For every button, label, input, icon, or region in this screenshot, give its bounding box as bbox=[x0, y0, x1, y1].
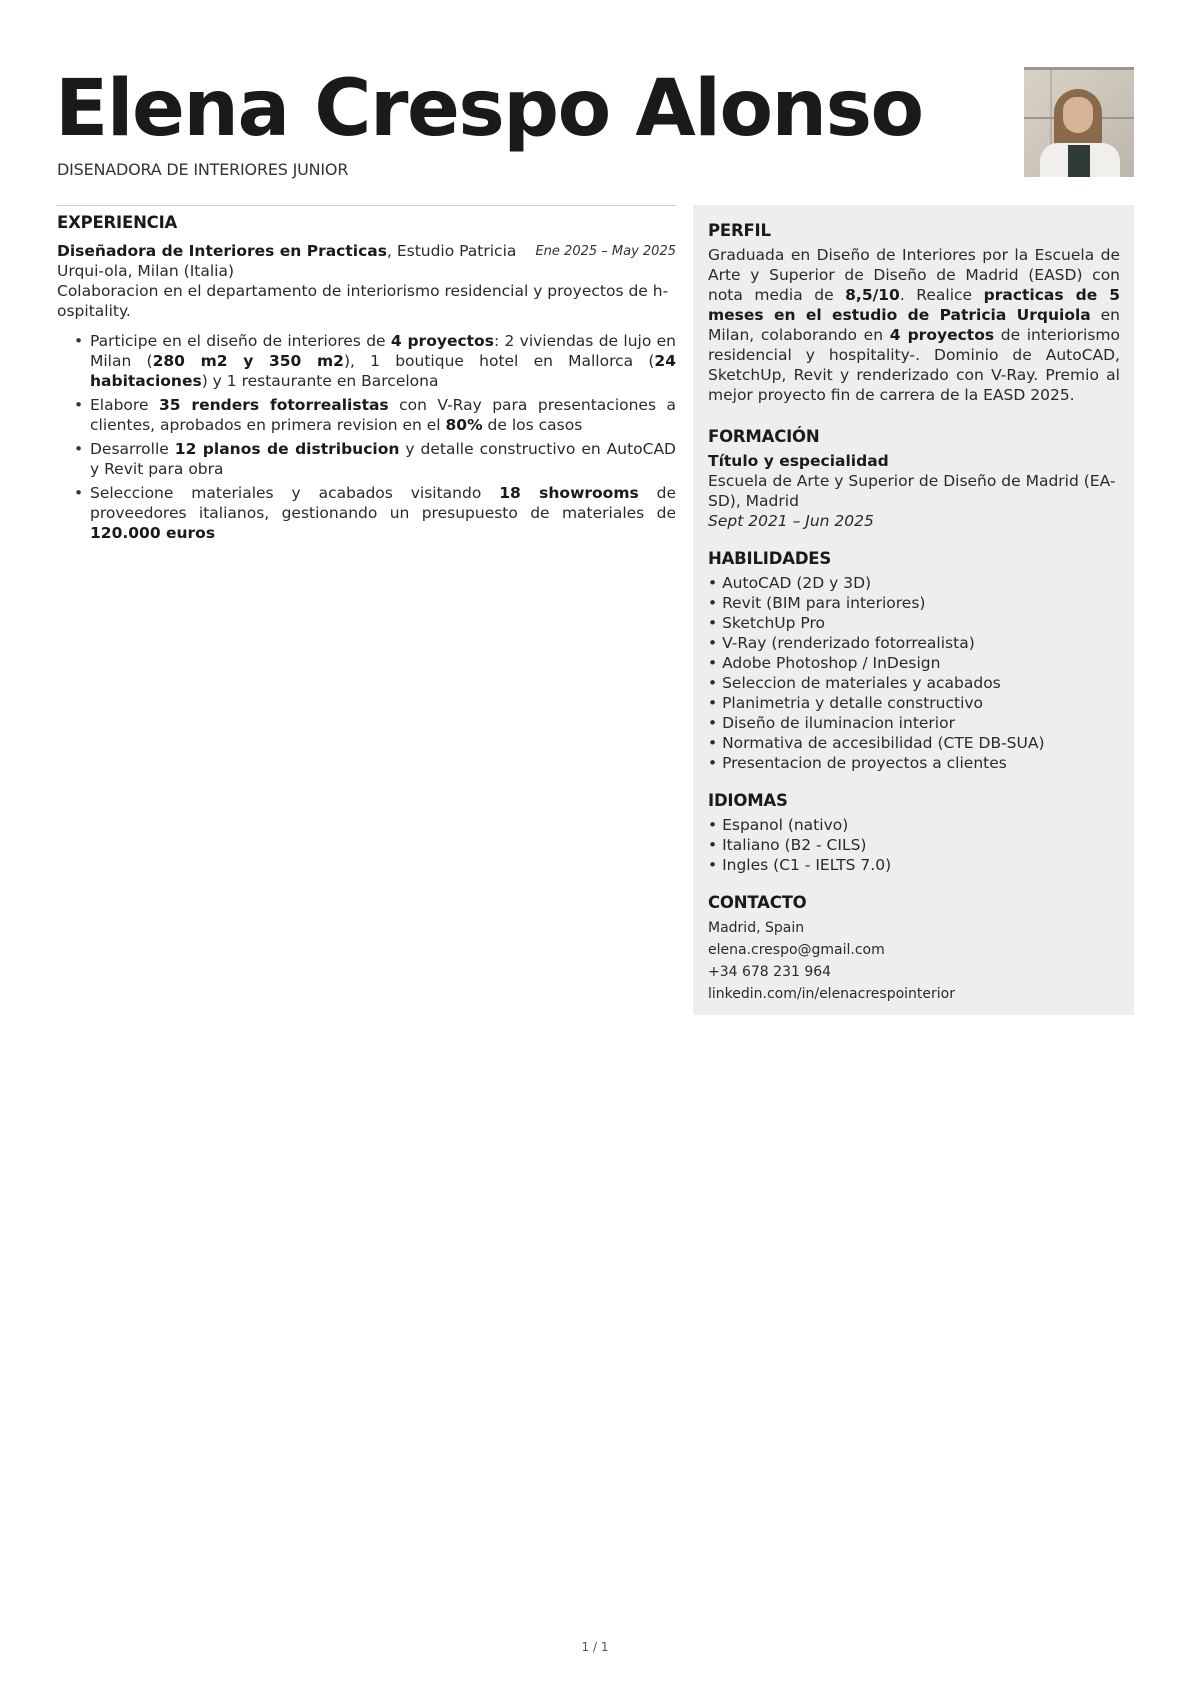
body-text: Seleccione materiales y acabados visitando bbox=[90, 484, 500, 502]
contact-heading: CONTACTO bbox=[708, 893, 807, 912]
emphasis-text: 120.000 euros bbox=[90, 524, 216, 542]
education-degree: Título y especialidad bbox=[708, 452, 889, 470]
profile-section bbox=[708, 221, 1120, 405]
emphasis-text: 80% bbox=[445, 416, 483, 434]
photo-shirt bbox=[1068, 145, 1090, 177]
job-bullet bbox=[90, 331, 676, 391]
body-text: Desarrolle bbox=[90, 440, 175, 458]
emphasis-text: 35 renders fotorrealistas bbox=[158, 396, 389, 414]
education-dates: Sept 2021 – Jun 2025 bbox=[708, 512, 874, 530]
profile-heading: PERFIL bbox=[708, 221, 771, 240]
education-heading: FORMACIÓN bbox=[708, 427, 820, 446]
body-text: de los casos bbox=[482, 416, 583, 434]
language-item: • Espanol (nativo) bbox=[708, 816, 849, 834]
header-divider bbox=[57, 205, 676, 206]
language-item: • Ingles (C1 - IELTS 7.0) bbox=[708, 856, 892, 874]
contact-linkedin[interactable]: linkedin.com/in/elenacrespointerior bbox=[708, 986, 955, 1002]
body-text: de interiorismo residencial y hospitality-. Dominio de AutoCAD, SketchUp, Revit y renderizado con V-Ray. Premio al mejor proyecto fin de carrera de la EASD 2025. bbox=[708, 326, 1120, 404]
contact-email[interactable]: elena.crespo@gmail.com bbox=[708, 942, 885, 958]
body-text: Participe en el diseño de interiores de bbox=[90, 332, 391, 350]
skill-item: • V-Ray (renderizado fotorrealista) bbox=[708, 634, 975, 652]
body-text: en Milan, colaborando en bbox=[708, 306, 1120, 344]
emphasis-text: practicas de 5 meses en el estudio de Patricia Urquiola bbox=[708, 286, 1121, 324]
language-item: • Italiano (B2 - CILS) bbox=[708, 836, 867, 854]
education-school: Escuela de Arte y Superior de Diseño de Madrid (EA-SD), Madrid bbox=[708, 472, 1116, 510]
emphasis-text: 4 proyectos bbox=[390, 332, 494, 350]
skills-heading: HABILIDADES bbox=[708, 549, 832, 568]
emphasis-text: 12 planos de distribucion bbox=[174, 440, 400, 458]
job-dates: Ene 2025 – May 2025 bbox=[535, 244, 676, 259]
candidate-name: Elena Crespo Alonso bbox=[55, 64, 923, 154]
emphasis-text: 18 showrooms bbox=[499, 484, 639, 502]
skill-item: • Revit (BIM para interiores) bbox=[708, 594, 926, 612]
profile-photo bbox=[1024, 67, 1134, 177]
photo-face bbox=[1063, 97, 1093, 133]
body-text: y detalle constructivo en AutoCAD y Revit para obra bbox=[90, 440, 676, 478]
page-number: 1 / 1 bbox=[581, 1640, 609, 1654]
contact-phone[interactable]: +34 678 231 964 bbox=[708, 964, 832, 980]
sidebar-panel bbox=[693, 205, 1134, 1015]
body-text: ) y 1 restaurante en Barcelona bbox=[201, 372, 439, 390]
job-bullet bbox=[90, 483, 676, 543]
job-bullets bbox=[57, 331, 676, 543]
skill-item: • AutoCAD (2D y 3D) bbox=[708, 574, 872, 592]
contact-location: Madrid, Spain bbox=[708, 920, 805, 936]
body-text: . Realice bbox=[899, 286, 984, 304]
experience-heading: EXPERIENCIA bbox=[57, 213, 178, 232]
education-section bbox=[708, 427, 1120, 531]
body-text: ), 1 boutique hotel en Mallorca ( bbox=[343, 352, 655, 370]
job-bullet bbox=[90, 439, 676, 479]
body-text: Graduada en Diseño de Interiores por la Escuela de Arte y Superior de Diseño de Madrid (EASD) con nota media de bbox=[708, 246, 1120, 304]
languages-heading: IDIOMAS bbox=[708, 791, 788, 810]
job-title: DISENADORA DE INTERIORES JUNIOR bbox=[57, 160, 349, 179]
body-text: : 2 viviendas de lujo en Milan ( bbox=[90, 332, 676, 370]
skill-item: • Normativa de accesibilidad (CTE DB-SUA) bbox=[708, 734, 1045, 752]
job-header bbox=[57, 241, 676, 281]
skill-item: • Presentacion de proyectos a clientes bbox=[708, 754, 1007, 772]
job-company: , Estudio Patricia Urqui-ola, Milan (Italia) bbox=[57, 242, 517, 280]
emphasis-text: 24 habitaciones bbox=[90, 352, 676, 390]
emphasis-text: 8,5/10 bbox=[845, 286, 900, 304]
job-entry bbox=[57, 241, 676, 543]
job-description: Colaboracion en el departamento de interiorismo residencial y proyectos de h-ospitality. bbox=[57, 282, 669, 320]
emphasis-text: 280 m2 y 350 m2 bbox=[152, 352, 344, 370]
skill-item: • Seleccion de materiales y acabados bbox=[708, 674, 1001, 692]
job-bullet bbox=[90, 395, 676, 435]
experience-section bbox=[57, 213, 676, 547]
body-text: Elabore bbox=[90, 396, 159, 414]
emphasis-text: 4 proyectos bbox=[889, 326, 995, 344]
skill-item: • SketchUp Pro bbox=[708, 614, 825, 632]
body-text: de proveedores italianos, gestionando un presupuesto de materiales de bbox=[90, 484, 676, 522]
contact-section bbox=[708, 893, 1120, 1005]
skill-item: • Adobe Photoshop / InDesign bbox=[708, 654, 941, 672]
body-text: con V-Ray para presentaciones a clientes, aprobados en primera revision en el bbox=[90, 396, 676, 434]
skill-item: • Planimetria y detalle constructivo bbox=[708, 694, 984, 712]
languages-section bbox=[708, 791, 1120, 875]
wall-line-decoration bbox=[1024, 67, 1134, 70]
profile-text bbox=[708, 245, 1120, 405]
skill-item: • Diseño de iluminacion interior bbox=[708, 714, 955, 732]
skills-section bbox=[708, 549, 1120, 773]
job-role: Diseñadora de Interiores en Practicas bbox=[57, 242, 387, 260]
